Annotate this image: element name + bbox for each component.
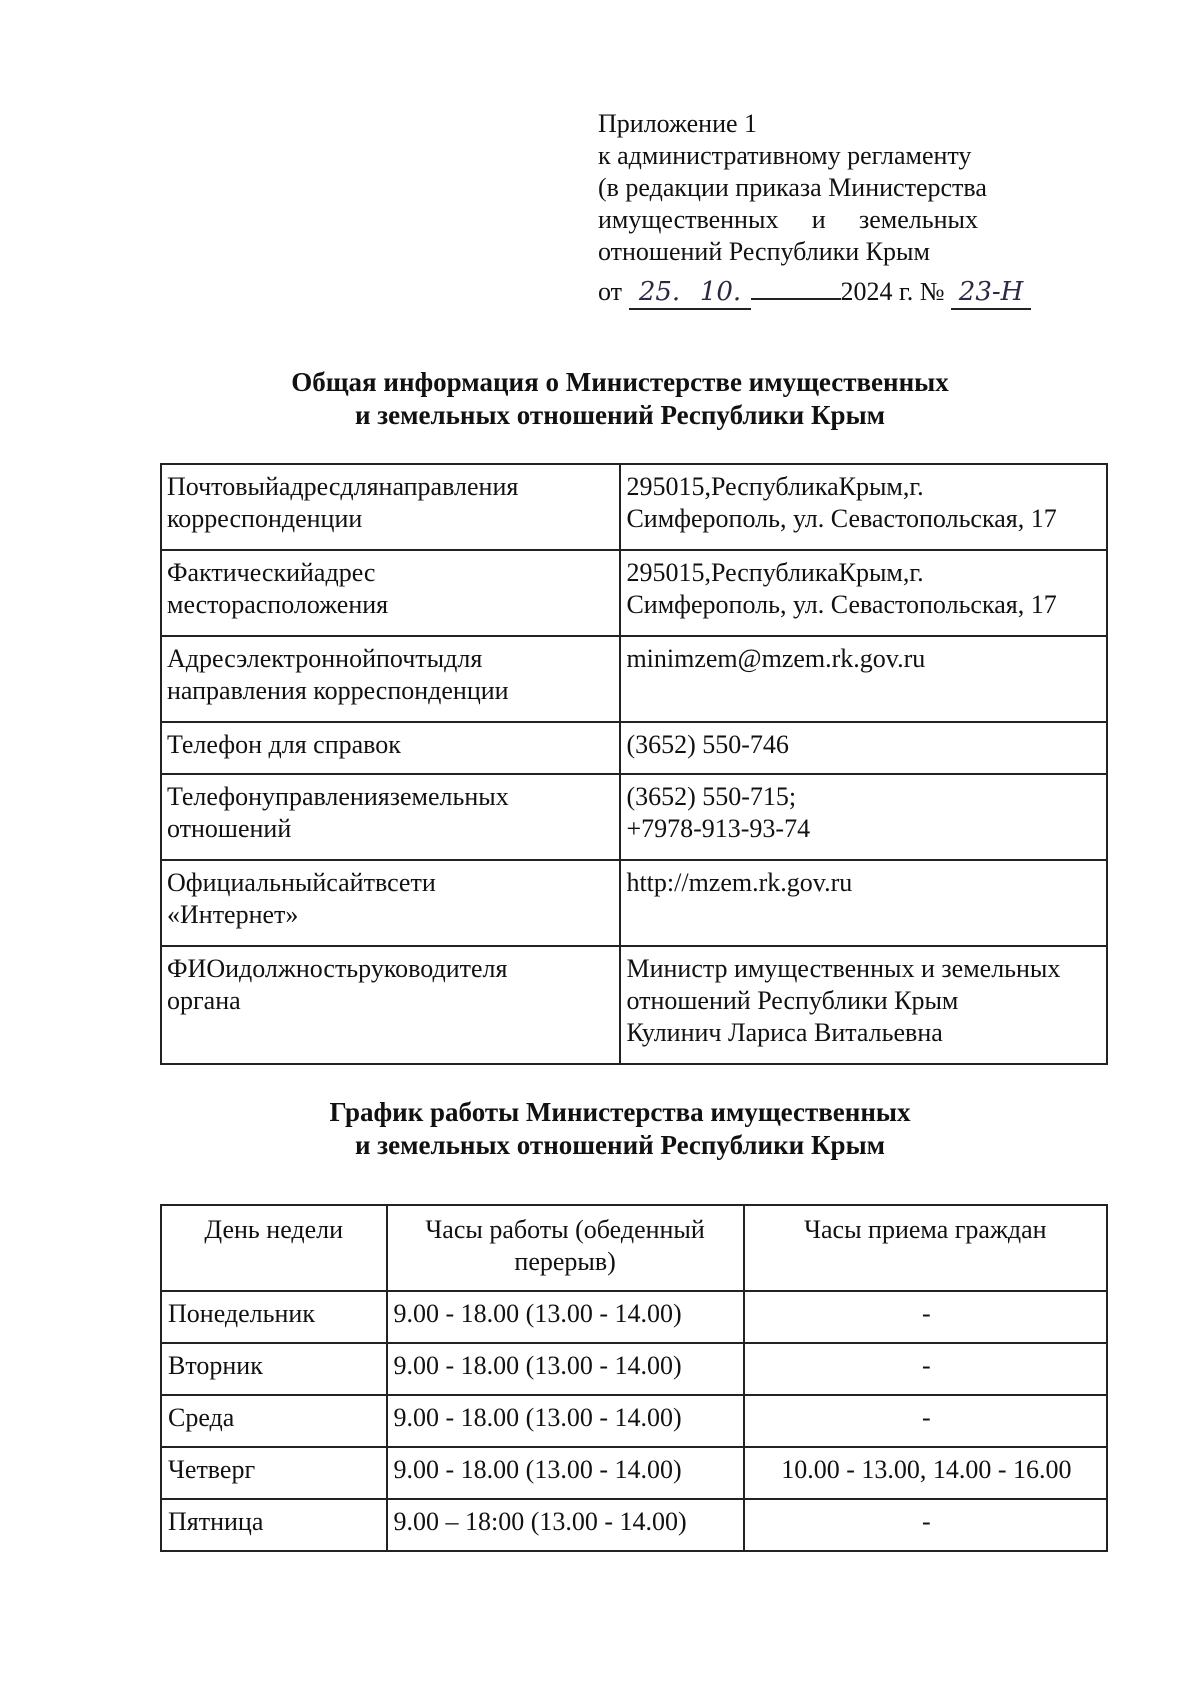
label-word: для bbox=[444, 644, 483, 673]
label-word: земельных bbox=[389, 782, 509, 811]
header-reception: Часы приема граждан bbox=[744, 1205, 1107, 1291]
day-cell: Четверг bbox=[161, 1447, 387, 1499]
day-cell: Среда bbox=[161, 1395, 387, 1447]
table-row bbox=[161, 860, 1107, 946]
value-cell bbox=[620, 774, 1107, 860]
reception-cell: - bbox=[744, 1499, 1107, 1551]
schedule-table bbox=[160, 1204, 1108, 1552]
email-label-2: направления корреспонденции bbox=[167, 676, 509, 705]
land-dept-phone-label-2: отношений bbox=[167, 814, 292, 843]
appendix-line-4-word-2: и bbox=[811, 205, 826, 234]
reception-cell: - bbox=[744, 1343, 1107, 1395]
reception-cell: - bbox=[744, 1395, 1107, 1447]
hours-cell: 9.00 - 18.00 (13.00 - 14.00) bbox=[387, 1291, 744, 1343]
label-word: электронной bbox=[236, 644, 376, 673]
label-word: сети bbox=[387, 868, 436, 897]
land-dept-phone-value-2: +7978-913-93-74 bbox=[626, 814, 811, 843]
reception-cell: 10.00 - 13.00, 14.00 - 16.00 bbox=[744, 1447, 1107, 1499]
appendix-line-4 bbox=[598, 204, 978, 236]
email-value: minimzem@mzem.rk.gov.ru bbox=[626, 644, 926, 673]
appendix-header bbox=[598, 108, 1058, 310]
day-cell: Вторник bbox=[161, 1343, 387, 1395]
label-word: Официальный bbox=[167, 868, 327, 897]
info-heading-line-1: Общая информация о Министерстве имущественных bbox=[291, 367, 949, 397]
schedule-heading-line-1: График работы Министерства имущественных bbox=[329, 1097, 911, 1127]
table-row bbox=[161, 636, 1107, 722]
website-link[interactable]: http://mzem.rk.gov.ru bbox=[626, 868, 853, 897]
table-row bbox=[161, 1395, 1107, 1447]
handwritten-month: 10. bbox=[691, 278, 751, 310]
header-day: День недели bbox=[161, 1205, 387, 1291]
label-word: Телефон bbox=[167, 782, 263, 811]
label-word: почты bbox=[375, 644, 445, 673]
appendix-line-5: отношений Республики Крым bbox=[598, 237, 930, 266]
date-year: 2024 г. № bbox=[840, 277, 945, 306]
schedule-heading-line-2: и земельных отношений Республики Крым bbox=[354, 1130, 886, 1160]
label-word: адрес bbox=[278, 472, 341, 501]
info-table bbox=[160, 463, 1108, 1065]
date-prefix: от bbox=[598, 277, 623, 306]
day-cell: Понедельник bbox=[161, 1291, 387, 1343]
land-dept-phone-label bbox=[167, 781, 615, 813]
label-cell bbox=[161, 722, 620, 774]
hours-cell: 9.00 - 18.00 (13.00 - 14.00) bbox=[387, 1447, 744, 1499]
appendix-line-4-word-1: имущественных bbox=[598, 205, 779, 234]
label-word: Адрес bbox=[167, 644, 237, 673]
reception-cell: - bbox=[744, 1291, 1107, 1343]
label-cell bbox=[161, 774, 620, 860]
hours-cell: 9.00 - 18.00 (13.00 - 14.00) bbox=[387, 1343, 744, 1395]
day-cell: Пятница bbox=[161, 1499, 387, 1551]
table-row bbox=[161, 464, 1107, 550]
postal-address-value-2: Симферополь, ул. Севастопольская, 17 bbox=[626, 504, 1057, 533]
label-cell bbox=[161, 946, 620, 1064]
label-word: направления bbox=[378, 472, 519, 501]
label-word: в bbox=[374, 868, 388, 897]
actual-address-value-2: Симферополь, ул. Севастопольская, 17 bbox=[626, 590, 1057, 619]
label-word: управления bbox=[262, 782, 390, 811]
actual-address-label-2: месторасположения bbox=[167, 590, 389, 619]
value-cell bbox=[620, 722, 1107, 774]
value-cell bbox=[620, 636, 1107, 722]
table-row bbox=[161, 1291, 1107, 1343]
table-row bbox=[161, 1499, 1107, 1551]
head-value-1: Министр имущественных и земельных bbox=[626, 954, 1061, 983]
appendix-line-2: к административному регламенту bbox=[598, 141, 972, 170]
head-label bbox=[167, 953, 615, 985]
phone-value: (3652) 550-746 bbox=[626, 730, 789, 759]
postal-address-label bbox=[167, 471, 615, 503]
label-word: Фактический bbox=[167, 558, 314, 587]
value-cell bbox=[620, 860, 1107, 946]
header-hours: Часы работы (обеденный перерыв) bbox=[387, 1205, 744, 1291]
hours-cell: 9.00 – 18:00 (13.00 - 14.00) bbox=[387, 1499, 744, 1551]
head-value-2: отношений Республики Крым bbox=[626, 986, 959, 1015]
appendix-title: Приложение 1 bbox=[598, 109, 758, 138]
label-word: адрес bbox=[313, 558, 376, 587]
value-cell bbox=[620, 464, 1107, 550]
actual-address-value bbox=[626, 557, 1102, 589]
value-word: г. bbox=[909, 472, 924, 501]
value-word: Республика bbox=[710, 558, 839, 587]
table-row bbox=[161, 1343, 1107, 1395]
head-value-3: Кулинич Лариса Витальевна bbox=[626, 1018, 943, 1047]
label-word: сайт bbox=[326, 868, 375, 897]
label-cell bbox=[161, 636, 620, 722]
table-header-row bbox=[161, 1205, 1107, 1291]
postal-address-value bbox=[626, 471, 1102, 503]
table-row bbox=[161, 550, 1107, 636]
label-word: ФИО bbox=[167, 954, 226, 983]
table-row bbox=[161, 722, 1107, 774]
appendix-line-4-word-3: земельных bbox=[858, 205, 978, 234]
email-label bbox=[167, 643, 615, 675]
value-word: г. bbox=[909, 558, 924, 587]
appendix-line-3: (в редакции приказа Министерства bbox=[598, 173, 987, 202]
handwritten-day: 25. bbox=[629, 278, 691, 310]
value-word: Крым, bbox=[838, 558, 910, 587]
website-label bbox=[167, 867, 615, 899]
label-cell bbox=[161, 464, 620, 550]
land-dept-phone-value-1: (3652) 550-715; bbox=[626, 782, 797, 811]
phone-label: Телефон для справок bbox=[167, 730, 401, 759]
table-row bbox=[161, 1447, 1107, 1499]
value-word: 295015, bbox=[626, 558, 711, 587]
value-word: 295015, bbox=[626, 472, 711, 501]
label-cell bbox=[161, 550, 620, 636]
value-cell bbox=[620, 946, 1107, 1064]
label-word: для bbox=[340, 472, 379, 501]
info-heading bbox=[160, 366, 1080, 432]
label-word: руководителя bbox=[358, 954, 508, 983]
label-cell bbox=[161, 860, 620, 946]
table-row bbox=[161, 774, 1107, 860]
label-word: и bbox=[225, 954, 240, 983]
handwritten-number: 23-Н bbox=[951, 278, 1031, 310]
hours-cell: 9.00 - 18.00 (13.00 - 14.00) bbox=[387, 1395, 744, 1447]
postal-address-label-2: корреспонденции bbox=[167, 504, 363, 533]
website-label-2: «Интернет» bbox=[167, 900, 299, 929]
value-word: Крым, bbox=[838, 472, 910, 501]
actual-address-label bbox=[167, 557, 615, 589]
value-word: Республика bbox=[710, 472, 839, 501]
table-row bbox=[161, 946, 1107, 1064]
value-cell bbox=[620, 550, 1107, 636]
label-word: должность bbox=[239, 954, 359, 983]
date-underline bbox=[751, 268, 841, 300]
info-heading-line-2: и земельных отношений Республики Крым bbox=[354, 400, 886, 430]
label-word: Почтовый bbox=[167, 472, 279, 501]
appendix-date-line bbox=[598, 268, 1058, 310]
schedule-heading bbox=[160, 1096, 1080, 1162]
head-label-2: органа bbox=[167, 986, 241, 1015]
